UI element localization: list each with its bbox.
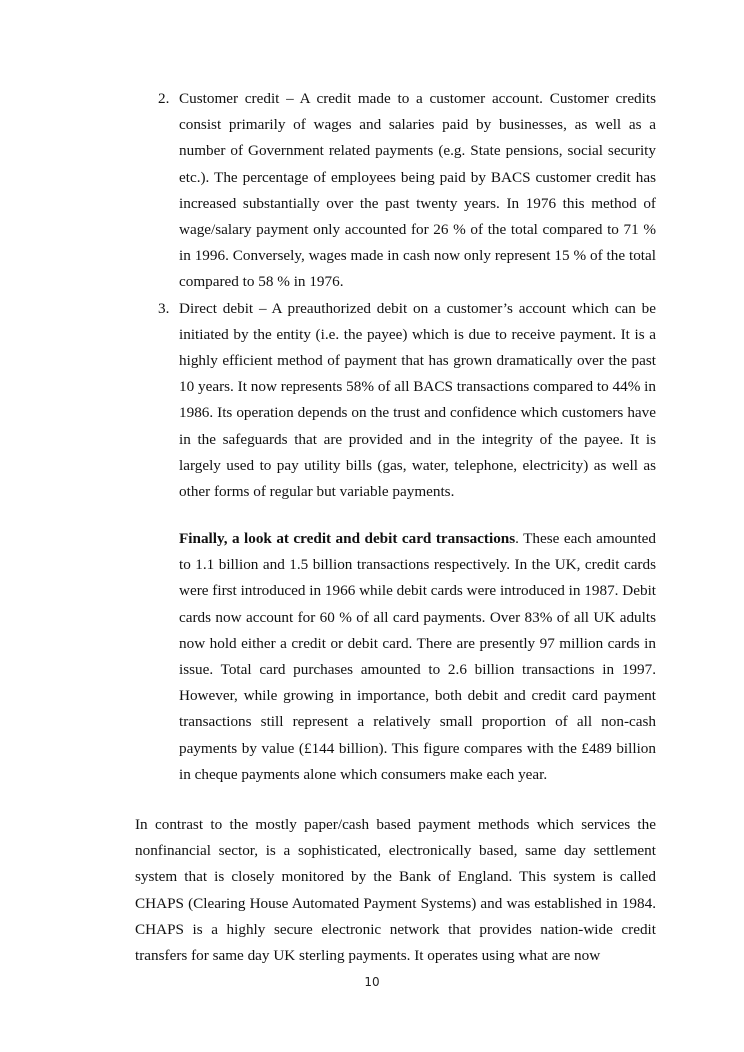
card-paragraph-text: . These each amounted to 1.1 billion and 1.5 billion transactions respectively. In the UK, credit cards were first introduced in 1966 while debit cards were introduced in 1987. Debit cards now account for 60 % of all card payments. Over 83% of all UK adults now hold either a credit or debit card. There are presently 97 million cards in issue. Total card purchases amounted to 2.6 billion transactions in 1997. However, while growing in importance, both debit and credit card payment transactions still represent a relatively small proportion of all non-cash payments by value (£144 billion). This figure compares with the £489 billion in cheque payments alone which consumers make each year. (179, 530, 657, 783)
list-item-number: 3. (158, 299, 170, 317)
page-number: 10 (364, 975, 380, 989)
card-transactions-paragraph (179, 526, 656, 788)
list-item-number: 2. (158, 90, 170, 107)
chaps-paragraph: In contrast to the mostly paper/cash based payment methods which services the nonfinancial sector, is a sophisticated, electronically based, same day settlement system that is closely monitored by the Bank of England. This system is called CHAPS (Clearing House Automated Payment Systems) and was established in 1984. CHAPS is a highly secure electronic network that provides nation-wide credit transfers for same day UK sterling payments. It operates using what are now (135, 816, 656, 965)
card-paragraph-bold-lead: Finally, a look at credit and debit card transactions (179, 530, 516, 547)
list-item-customer-credit (150, 86, 656, 296)
list-item-direct-debit (150, 296, 656, 506)
list-item-text: Direct debit – A preauthorized debit on a customer’s account which can be initiated by the entity (i.e. the payee) which is due to receive payment. It is a highly efficient method of payment that has grown dramatically over the past 10 years. It now represents 58% of all BACS transactions compared to 44% in 1986. Its operation depends on the trust and confidence which customers have in the safeguards that are provided and in the integrity of the payee. It is largely used to pay utility bills (gas, water, telephone, electricity) as well as other forms of regular but variable payments. (179, 299, 656, 501)
list-item-text: Customer credit – A credit made to a customer account. Customer credits consist primarily of wages and salaries paid by businesses, as well as a number of Government related payments (e.g. State pensions, social security etc.). The percentage of employees being paid by BACS customer credit has increased substantially over the past twenty years. In 1976 this method of wage/salary payment only accounted for 26 % of the total compared to 71 % in 1996. Conversely, wages made in cash now only represent 15 % of the total compared to 58 % in 1976. (179, 90, 656, 291)
payment-methods-list (150, 86, 656, 505)
